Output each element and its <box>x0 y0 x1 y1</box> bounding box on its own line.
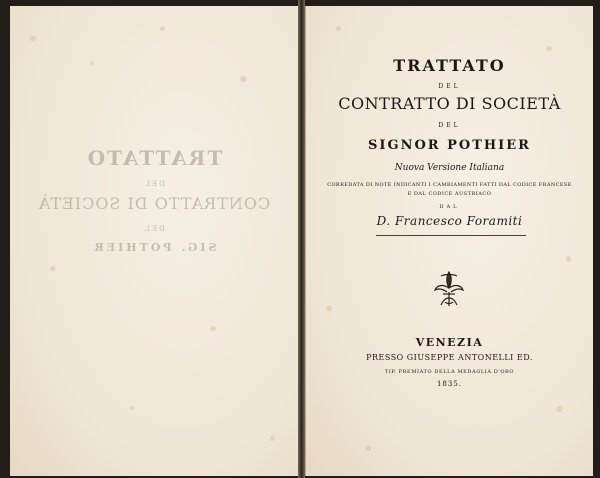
code-line: E DAL CODICE AUSTRIACO <box>407 191 492 197</box>
book-gutter <box>298 0 305 478</box>
bleed-del-2: DEL <box>143 225 165 233</box>
translation-note: Nuova Versione Italiana <box>394 163 505 173</box>
bleed-author: SIG. POTHIER <box>91 241 217 254</box>
left-page <box>10 6 299 476</box>
title-del-2: DEL <box>438 122 461 129</box>
fleur-de-lis-emblem-icon <box>431 268 467 310</box>
book-title: TRATTATO <box>393 56 506 75</box>
book-subject: CONTRATTO DI SOCIETÀ <box>338 94 561 113</box>
publication-year: 1835. <box>436 380 463 388</box>
publication-city: VENEZIA <box>415 336 484 349</box>
editor-name: D. Francesco Foramiti <box>376 214 523 228</box>
publisher-line: PRESSO GIUSEPPE ANTONELLI ED. <box>366 353 533 362</box>
title-dal: DAL <box>439 204 460 210</box>
title-page <box>305 6 593 476</box>
bleed-title: TRATTATO <box>85 146 223 170</box>
bleed-del: DEL <box>143 180 165 188</box>
printer-award: TIP. PREMIATO DELLA MEDAGLIA D'ORO <box>384 369 515 375</box>
title-rule <box>376 235 526 236</box>
title-del: DEL <box>438 83 461 90</box>
bleed-through-text <box>10 146 298 254</box>
bleed-contratto: CONTRATTO DI SOCIETÀ <box>37 194 271 213</box>
book-author: SIGNOR POTHIER <box>368 138 531 153</box>
notes-line: CORREDATA DI NOTE INDICANTI I CAMBIAMENTI FATTI DAL CODICE FRANCESE <box>327 182 572 188</box>
